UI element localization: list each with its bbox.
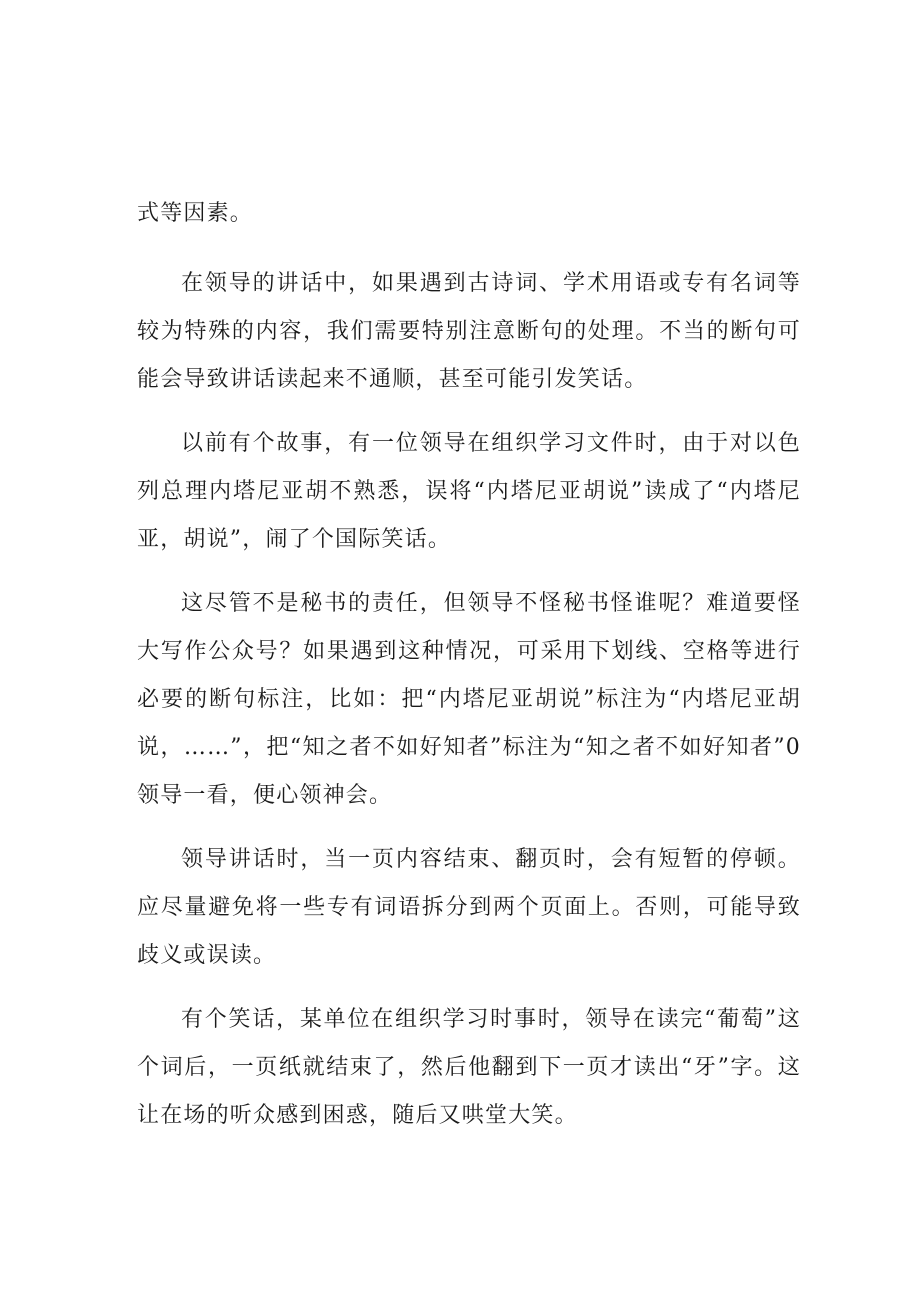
document-body (137, 190, 801, 1156)
paragraph-annotation-advice: 这尽管不是秘书的责任，但领导不怪秘书怪谁呢？难道要怪大写作公众号？如果遇到这种情况，可采用下划线、空格等进行必要的断句标注，比如：把“内塔尼亚胡说”标注为“内塔尼亚胡说，……”，把“知之者不如好知者”标注为“知之者不如好知者”0领导一看，便心领神会。 (137, 591, 801, 808)
paragraph-page-break-advice: 领导讲话时，当一页内容结束、翻页时，会有短暂的停顿。应尽量避免将一些专有词语拆分到两个页面上。否则，可能导致歧义或误读。 (137, 847, 801, 968)
paragraph-punctuation-caution: 在领导的讲话中，如果遇到古诗词、学术用语或专有名词等较为特殊的内容，我们需要特别注意断句的处理。不当的断句可能会导致讲话读起来不通顺，甚至可能引发笑话。 (137, 271, 801, 392)
paragraph-continuation: 式等因素。 (137, 201, 254, 226)
paragraph-netanyahu-story: 以前有个故事，有一位领导在组织学习文件时，由于对以色列总理内塔尼亚胡不熟悉，误将“内塔尼亚胡说”读成了“内塔尼亚，胡说”，闹了个国际笑话。 (137, 431, 801, 552)
paragraph-grape-joke: 有个笑话，某单位在组织学习时事时，领导在读完“葡萄”这个词后，一页纸就结束了，然后他翻到下一页才读出“牙”字。这让在场的听众感到困惑，随后又哄堂大笑。 (137, 1007, 801, 1128)
